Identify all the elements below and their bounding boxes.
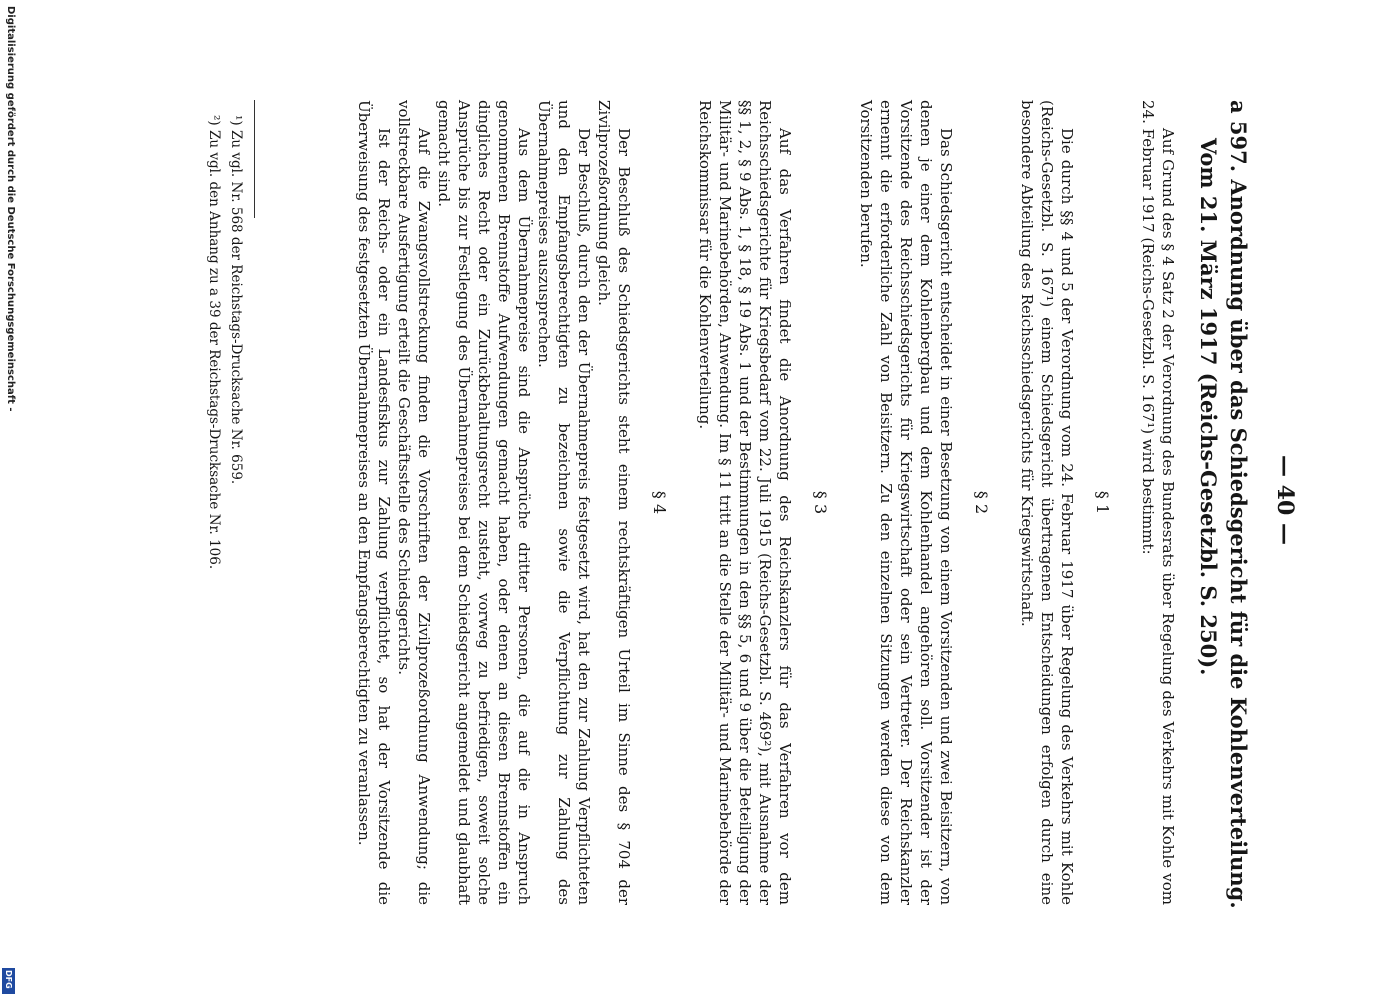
section-1-paragraph: Die durch §§ 4 und 5 der Verordnung vom 24. Februar 1917 über Regelung des Verkehrs mit Kohle (Reichs-Gesetzbl. S. 167¹) einem Schiedsgericht übertragenen Entscheidungen erfolgen durch eine besondere Abteilung des Reichsschiedsgerichts für Kriegswirtschaft. <box>1018 100 1076 905</box>
section-heading: § 4 <box>650 490 669 515</box>
document-body <box>354 100 1178 905</box>
section-4-paragraph: Der Beschluß des Schiedsgerichts steht einem rechtskräftigen Urteil im Sinne des § 704 der Zivilprozeßordnung gleich. <box>595 100 633 905</box>
section-heading: § 1 <box>1093 490 1112 515</box>
footnote: ²) Zu vgl. den Anhang zu a 39 der Reichstags-Drucksache Nr. 106. <box>206 115 222 570</box>
section-4-paragraph: Auf die Zwangsvollstreckung finden die Vorschriften der Zivilprozeßordnung Anwendung; die vollstreckbare Ausfertigung erteilt die Geschäftsstelle des Schiedsgerichts. <box>395 100 433 905</box>
intro-paragraph: Auf Grund des § 4 Satz 2 der Verordnung des Bundesrats über Regelung des Verkehrs mit Kohle vom 24. Februar 1917 (Reichs-Gesetzbl. S. 167¹) wird bestimmt: <box>1139 100 1177 905</box>
section-4-paragraph: Aus dem Übernahmepreise sind die Ansprüche dritter Personen, die auf die in Anspruch genommenen Brennstoffe Aufwendungen gemacht haben, oder denen an diesen Brennstoffen ein dingliches Recht oder ein Zurückbehaltungsrecht zusteht, vorweg zu befriedigen, soweit solche Ansprüche bis zur Festlegung des Übernahmepreises bei dem Schiedsgericht angemeldet und glaubhaft gemacht sind. <box>435 100 533 905</box>
section-2-paragraph: Das Schiedsgericht entscheidet in einer Besetzung von einem Vorsitzenden und zwei Beisitzern, von denen je einer dem Kohlenbergbau und dem Kohlenhandel angehören soll. Vorsitzender ist der Vorsitzende des Reichsschiedsgerichts für Kriegswirtschaft oder sein Vertreter. Der Reichskanzler ernennt die erforderliche Zahl von Beisitzern. Zu den einzelnen Sitzungen werden diese von dem Vorsitzenden berufen. <box>857 100 955 905</box>
footnote: ¹) Zu vgl. Nr. 568 der Reichstags-Drucksache Nr. 659. <box>228 115 244 485</box>
section-heading: § 3 <box>811 490 830 515</box>
section-heading: § 2 <box>972 490 991 515</box>
page-number: — 40 — <box>1272 455 1298 545</box>
footnote-divider <box>254 100 255 218</box>
section-3-paragraph: Auf das Verfahren findet die Anordnung des Reichskanzlers für das Verfahren vor dem Reichsschiedsgerichte für Kriegsbedarf vom 22. Juli 1915 (Reichs-Gesetzbl. S. 469²), mit Ausnahme der §§ 1, 2, § 9 Abs. 1, § 18, § 19 Abs. 1 und der Bestimmungen in den §§ 5, 6 und 9 über die Beteiligung der Militär- und Marinebehörden, Anwendung. Im § 11 tritt an die Stelle der Militär- und Marinebehörde der Reichskommissar für die Kohlenverteilung. <box>696 100 794 905</box>
digitization-credit-text: Digitalisierung gefördert durch die Deutsche Forschungsgemeinschaft - <box>5 6 16 412</box>
dfg-logo <box>2 968 15 994</box>
document-title: a 597. Anordnung über das Schiedsgericht für die Kohlenverteilung. Vom 21. März 1917 (Reichs-Gesetzbl. S. 250). <box>1196 100 1251 909</box>
digitization-credit <box>2 0 16 1000</box>
section-4-paragraph: Der Beschluß, durch den der Übernahmepreis festgesetzt wird, hat den zur Zahlung Verpflichteten und den Empfangsberechtigten zu bezeichnen sowie die Verpflichtung zur Zahlung des Übernahmepreises auszusprechen. <box>535 100 593 905</box>
section-4-paragraph: Ist der Reichs- oder ein Landesfiskus zur Zahlung verpflichtet, so hat der Vorsitzende die Überweisung des festgesetzten Übernahmepreises an den Empfangsberechtigten zu veranlassen. <box>355 100 393 905</box>
dfg-logo-text: DFG <box>4 970 13 989</box>
